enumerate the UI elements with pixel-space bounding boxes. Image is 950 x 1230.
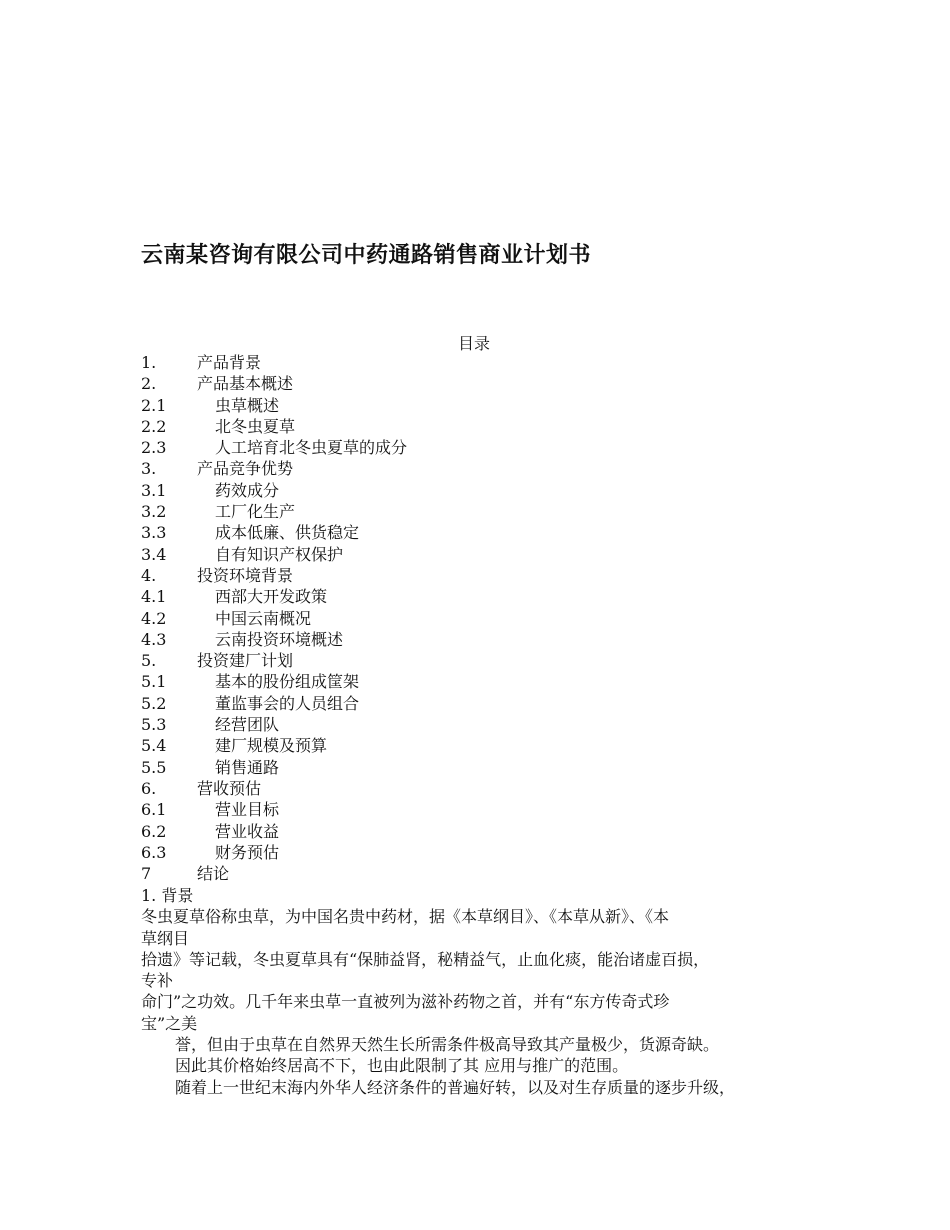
toc-entry-number: 5.2 xyxy=(141,693,167,713)
toc-entry-number: 4.3 xyxy=(141,629,167,649)
toc-entry-label: 工厂化生产 xyxy=(215,502,296,522)
toc-entry-number: 7 xyxy=(141,864,152,884)
toc-entry-label: 北冬虫夏草 xyxy=(215,416,296,436)
toc-entry-number: 4. xyxy=(141,565,157,585)
toc-entry-number: 1. xyxy=(141,353,157,372)
paragraph-line: 草纲目 xyxy=(141,928,190,948)
toc-entry-number: 3. xyxy=(141,459,157,479)
toc-entry-number: 5.3 xyxy=(141,715,167,735)
toc-entry-label: 董监事会的人员组合 xyxy=(215,693,360,713)
body-text xyxy=(141,885,831,1098)
section-heading: 1. 背景 xyxy=(141,886,194,905)
toc-entry-label: 药效成分 xyxy=(215,480,280,500)
toc-entry-number: 2.1 xyxy=(141,395,167,415)
toc-entry-number: 6.3 xyxy=(141,842,167,862)
toc-entry-number: 5.1 xyxy=(141,672,167,692)
toc-entry-number: 2.2 xyxy=(141,416,167,436)
toc-entry-number: 3.1 xyxy=(141,480,167,500)
toc-entry-number: 3.2 xyxy=(141,502,167,522)
toc-entry-number: 6. xyxy=(141,778,157,798)
toc-entry-label: 西部大开发政策 xyxy=(215,587,328,607)
toc-entry-number: 3.4 xyxy=(141,544,167,564)
paragraph-line: 命门”之功效。几千年来虫草一直被列为滋补药物之首，并有“东方传奇式珍 xyxy=(141,992,670,1012)
toc-entry-label: 财务预估 xyxy=(215,842,280,862)
toc-entry-label: 产品竞争优势 xyxy=(197,459,294,479)
toc-entry-label: 经营团队 xyxy=(215,715,280,735)
paragraph-line: 专补 xyxy=(141,971,174,991)
toc-heading: 目录 xyxy=(458,334,491,353)
toc-entry-label: 营业目标 xyxy=(215,800,280,820)
toc-entry-number: 6.2 xyxy=(141,821,167,841)
paragraph-line: 誉，但由于虫草在自然界天然生长所需条件极高导致其产量极少，货源奇缺。 xyxy=(175,1035,720,1055)
toc-entry-label: 营收预估 xyxy=(197,778,262,798)
toc-entry-number: 4.2 xyxy=(141,608,167,628)
toc-entry-label: 结论 xyxy=(197,864,230,884)
toc-entry-number: 5.5 xyxy=(141,757,167,777)
toc-entry-label: 营业收益 xyxy=(215,821,280,841)
toc-entry-number: 4.1 xyxy=(141,587,167,607)
toc-entry-label: 中国云南概况 xyxy=(215,608,312,628)
toc-entry-label: 基本的股份组成筐架 xyxy=(215,672,360,692)
paragraph-line: 因此其价格始终居高不下，也由此限制了其 应用与推广的范围。 xyxy=(175,1056,629,1076)
toc-entry-label: 成本低廉、供货稳定 xyxy=(215,523,360,543)
toc-entry-number: 6.1 xyxy=(141,800,167,820)
paragraph-line: 拾遗》等记载，冬虫夏草具有“保肺益肾，秘精益气，止血化痰，能治诸虚百损， xyxy=(141,949,710,969)
toc-entry-number: 2. xyxy=(141,374,157,394)
paragraph-line: 宝”之美 xyxy=(141,1013,198,1033)
toc-entry-label: 建厂规模及预算 xyxy=(215,736,328,756)
toc-entry-label: 自有知识产权保护 xyxy=(215,544,344,564)
document-title: 云南某咨询有限公司中药通路销售商业计划书 xyxy=(141,243,592,268)
toc-entry-label: 产品基本概述 xyxy=(197,374,294,394)
paragraph-line: 随着上一世纪末海内外华人经济条件的普遍好转，以及对生存质量的逐步升级， xyxy=(175,1077,736,1097)
toc-entry-number: 3.3 xyxy=(141,523,167,543)
toc-entry-label: 虫草概述 xyxy=(215,395,280,415)
toc-entry-label: 人工培育北冬虫夏草的成分 xyxy=(215,438,408,458)
toc-entry-number: 2.3 xyxy=(141,438,167,458)
paragraph-line: 冬虫夏草俗称虫草，为中国名贵中药材，据《本草纲目》、《本草从新》、《本 xyxy=(141,907,670,927)
toc-entry-label: 投资建厂计划 xyxy=(197,651,294,671)
toc-entry-label: 云南投资环境概述 xyxy=(215,629,344,649)
toc-entry-number: 5. xyxy=(141,651,157,671)
toc-entry-label: 产品背景 xyxy=(197,353,262,372)
toc-entry-number: 5.4 xyxy=(141,736,167,756)
toc-entry-label: 销售通路 xyxy=(215,757,280,777)
toc-entry-label: 投资环境背景 xyxy=(197,565,294,585)
